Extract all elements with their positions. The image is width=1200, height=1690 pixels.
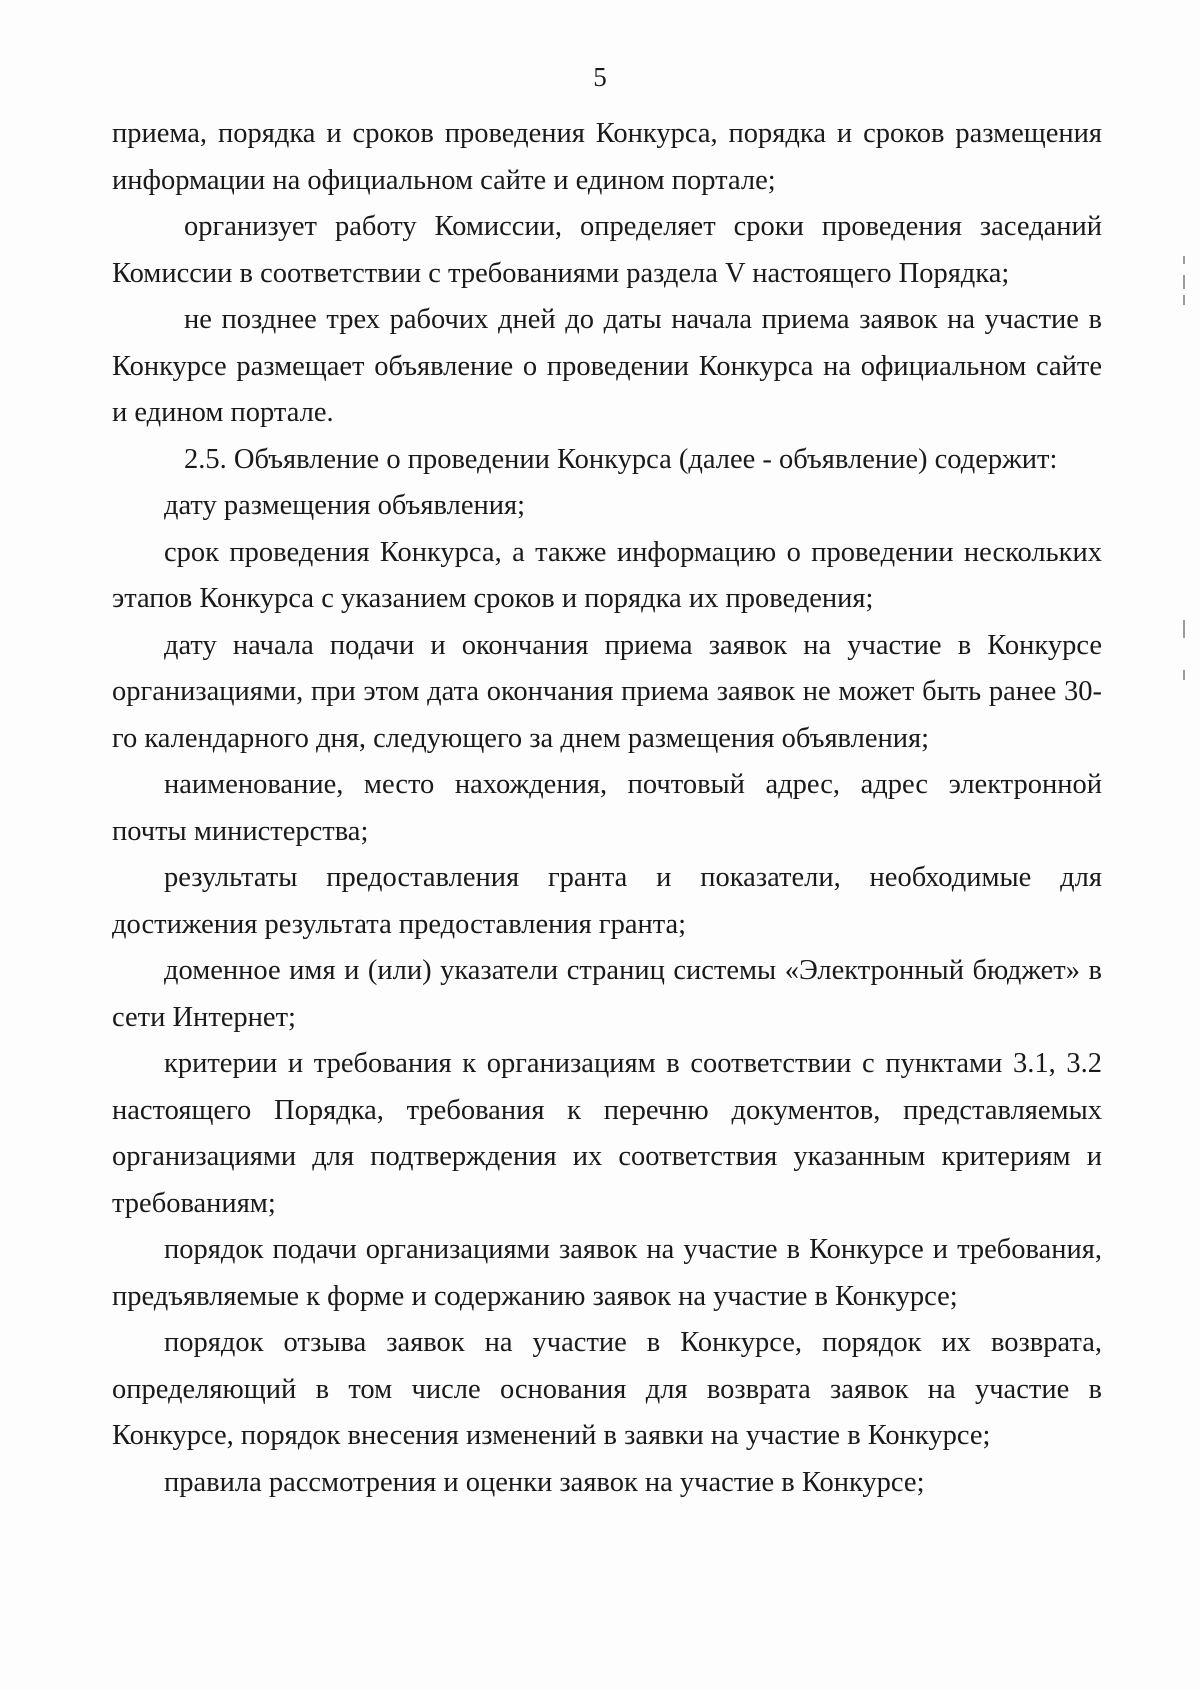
list-item-domain: доменное имя и (или) указатели страниц системы «Электронный бюджет» в сети Интернет; xyxy=(112,955,1102,1033)
list-item-procedure: порядок подачи организациями заявок на участие в Конкурсе и требования, предъявляемые к форме и содержанию заявок на участие в Конкурсе; xyxy=(112,1234,1102,1312)
paragraph-2-5: 2.5. Объявление о проведении Конкурса (далее - объявление) содержит: xyxy=(184,443,1058,475)
scan-mark xyxy=(1183,620,1185,638)
list-item-results: результаты предоставления гранта и показатели, необходимые для достижения результата предоставления гранта; xyxy=(112,862,1102,940)
list-item-date: дату размещения объявления; xyxy=(164,490,526,521)
paragraph-commission: организует работу Комиссии, определяет сроки проведения заседаний Комиссии в соответствии с требованиями раздела V настоящего Порядка; xyxy=(112,211,1102,289)
scan-mark xyxy=(1183,275,1185,289)
scan-mark xyxy=(1183,295,1185,305)
scan-mark xyxy=(1183,256,1185,264)
scan-mark xyxy=(1183,670,1185,680)
list-item-submission: дату начала подачи и окончания приема заявок на участие в Конкурсе организациями, при этом дата окончания приема заявок не может быть ранее 30-го календарного дня, следующего за днем размещения объявления; xyxy=(112,629,1102,754)
list-item-term: срок проведения Конкурса, а также информацию о проведении нескольких этапов Конкурса с указанием сроков и порядка их проведения; xyxy=(112,536,1102,614)
paragraph-announcement-deadline: не позднее трех рабочих дней до даты начала приема заявок на участие в Конкурсе размещает объявление о проведении Конкурса на официальном сайте и едином портале. xyxy=(112,304,1102,428)
page-number: 5 xyxy=(593,62,607,92)
list-item-withdrawal: порядок отзыва заявок на участие в Конкурсе, порядок их возврата, определяющий в том числе основания для возврата заявок на участие в Конкурсе, порядок внесения изменений в заявки на участие в Конкурсе; xyxy=(112,1327,1102,1451)
paragraph-continued: приема, порядка и сроков проведения Конкурса, порядка и сроков размещения информации на официальном сайте и едином портале; xyxy=(112,118,1102,196)
list-item-ministry: наименование, место нахождения, почтовый адрес, адрес электронной почты министерства; xyxy=(112,769,1102,847)
document-body xyxy=(112,111,1102,1506)
list-item-rules: правила рассмотрения и оценки заявок на участие в Конкурсе; xyxy=(164,1466,925,1498)
list-item-criteria: критерии и требования к организациям в соответствии с пунктами 3.1, 3.2 настоящего Порядка, требования к перечню документов, представляемых организациями для подтверждения их соответствия указанным критериям и требованиям; xyxy=(112,1048,1102,1219)
